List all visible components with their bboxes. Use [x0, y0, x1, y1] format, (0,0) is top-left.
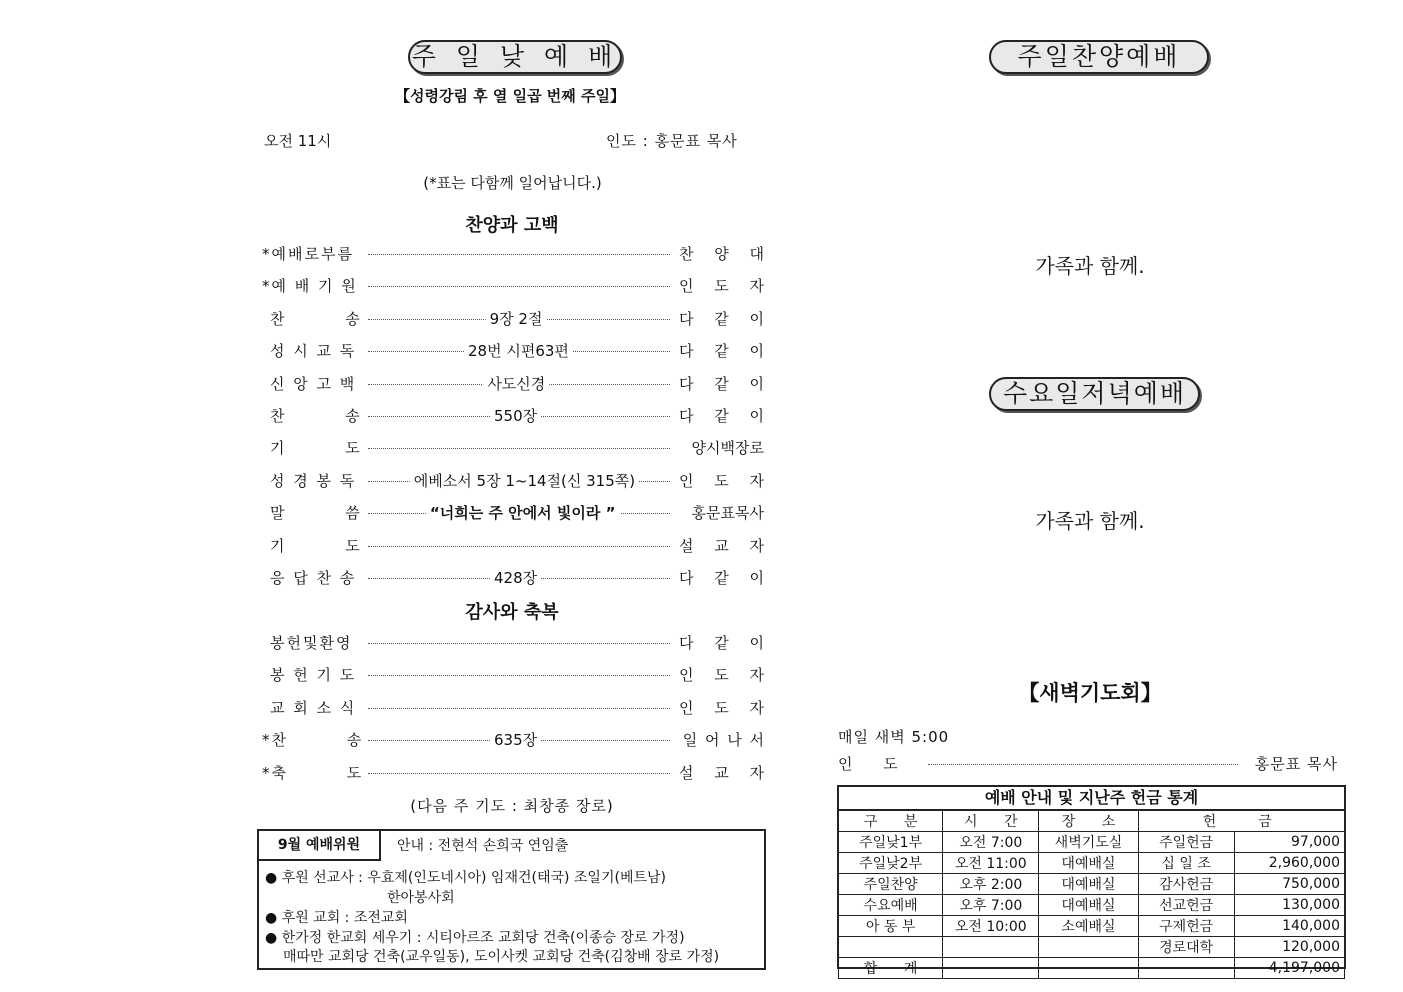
order2-row	[262, 697, 764, 717]
order-item-detail: 28번 시편63편	[464, 340, 573, 361]
table-cell: 130,000	[1234, 895, 1344, 916]
stats-table-title: 예배 안내 및 지난주 헌금 통계	[839, 787, 1344, 811]
table-row	[839, 832, 1345, 853]
sunday-praise-service-title: 주일찬양예배	[989, 40, 1209, 74]
table-row	[839, 874, 1345, 895]
leader-dots	[368, 773, 670, 774]
order1-row	[262, 243, 764, 263]
table-cell	[839, 937, 943, 958]
table-cell: 대예배실	[1039, 895, 1138, 916]
section-praise-confession: 찬양과 고백	[465, 215, 559, 236]
order-item-person: 인 도 자	[675, 470, 764, 491]
leader-dots	[368, 254, 670, 255]
service-time: 오전 11시	[264, 132, 332, 150]
table-cell: 오전 10:00	[943, 916, 1039, 937]
table-cell: 4,197,000	[1234, 958, 1344, 979]
section-thanks-blessing: 감사와 축복	[465, 602, 559, 623]
order1-row	[262, 340, 764, 360]
leader-dots	[368, 675, 670, 676]
table-row	[839, 937, 1345, 958]
order-item-label: 말 씀	[270, 504, 362, 523]
table-cell	[1138, 958, 1234, 979]
order-item-label: 기 도	[270, 439, 362, 458]
table-cell	[943, 958, 1039, 979]
order-item-person: 홍문표목사	[688, 502, 764, 523]
order-item-detail: 635장	[490, 729, 541, 750]
order-item-label: 봉헌및환영	[270, 634, 353, 652]
table-cell	[943, 937, 1039, 958]
order1-row	[262, 437, 764, 457]
table-cell: 오전 7:00	[943, 832, 1039, 853]
leader-dots	[368, 448, 670, 449]
order-item-label: 성 시 교 독	[270, 342, 357, 361]
order1-row	[262, 535, 764, 555]
order-item-person: 인 도 자	[675, 275, 764, 296]
order2-row	[262, 632, 764, 652]
month-committee-label: 9월 예배위원	[259, 831, 381, 861]
order-item-label: 봉 헌 기 도	[270, 666, 357, 685]
stats-header-cell: 시 간	[943, 811, 1039, 832]
table-cell: 2,960,000	[1234, 853, 1344, 874]
order-item-person: 일 어 나 서	[679, 729, 764, 750]
order-item-label: 찬 송	[270, 407, 362, 425]
order-item-detail: 550장	[490, 405, 541, 426]
order1-row	[262, 308, 764, 328]
church-building-line: ● 한가정 한교회 세우기 : 시티아르조 교회당 건축(이종승 장로 가정)	[265, 930, 685, 946]
stats-header-cell: 장 소	[1039, 811, 1138, 832]
table-cell: 주일헌금	[1138, 832, 1234, 853]
order-item-label: *예 배 기 원	[262, 277, 358, 296]
table-cell: 선교헌금	[1138, 895, 1234, 916]
order2-row	[262, 664, 764, 684]
order1-row	[262, 470, 764, 490]
order-item-detail: 사도신경	[483, 373, 549, 394]
sunday-service-title: 주 일 낮 예 배	[408, 40, 622, 74]
order1-row	[262, 275, 764, 295]
table-row	[839, 958, 1345, 979]
table-row	[839, 916, 1345, 937]
order1-row	[262, 567, 764, 587]
order-item-label: 교 회 소 식	[270, 698, 357, 717]
table-cell: 새벽기도실	[1039, 832, 1138, 853]
dawn-leader-dots	[928, 764, 1238, 765]
order-item-label: *축 도	[262, 763, 364, 782]
order-item-person: 다 같 이	[675, 567, 764, 588]
table-cell: 대예배실	[1039, 874, 1138, 895]
leader-dots	[368, 546, 670, 547]
order-item-person: 다 같 이	[675, 373, 764, 394]
stats-header-cell: 금	[1234, 811, 1344, 832]
order-item-person: 다 같 이	[675, 405, 764, 426]
stats-header-cell: 구 분	[839, 811, 943, 832]
dawn-prayer-time: 매일 새벽 5:00	[838, 728, 950, 746]
dawn-leader-label: 인 도	[838, 755, 898, 773]
offering-stats-table	[838, 810, 1345, 979]
order-item-person: 양시백장로	[688, 437, 764, 458]
table-cell: 97,000	[1234, 832, 1344, 853]
order-item-label: 기 도	[270, 536, 362, 555]
order-item-label: *예배로부름	[262, 245, 354, 263]
table-cell: 주일낮2부	[839, 853, 943, 874]
order-item-detail: 428장	[490, 567, 541, 588]
stats-header-row	[839, 811, 1345, 832]
leader-dots	[368, 643, 670, 644]
table-cell: 합 계	[839, 958, 943, 979]
order-item-label: 찬 송	[270, 309, 362, 328]
stats-header-cell: 헌	[1138, 811, 1234, 832]
table-cell: 오전 11:00	[943, 853, 1039, 874]
wednesday-body: 가족과 함께.	[1035, 509, 1145, 533]
table-cell: 감사헌금	[1138, 874, 1234, 895]
table-cell: 120,000	[1234, 937, 1344, 958]
leader-dots	[368, 708, 670, 709]
order-item-label: 신 앙 고 백	[270, 374, 357, 393]
missionary-line-cont: 한아봉사회	[387, 890, 455, 906]
table-row	[839, 853, 1345, 874]
table-cell: 수요예배	[839, 895, 943, 916]
order-item-person: 인 도 자	[675, 664, 764, 685]
order-item-person: 찬 양 대	[675, 243, 764, 264]
table-cell: 소예배실	[1039, 916, 1138, 937]
sunday-subtitle: 【성령강림 후 열 일곱 번째 주일】	[395, 87, 625, 105]
worship-committee-box	[257, 829, 766, 970]
next-week-prayer: (다음 주 기도 : 최창종 장로)	[410, 797, 614, 815]
order-item-label: *찬 송	[262, 731, 364, 750]
table-cell: 오후 2:00	[943, 874, 1039, 895]
order-item-detail: “너희는 주 안에서 빛이라 ”	[426, 502, 620, 523]
table-cell: 구제헌금	[1138, 916, 1234, 937]
order-item-label: 성 경 봉 독	[270, 471, 357, 490]
dawn-prayer-title: 【새벽기도회】	[1018, 681, 1162, 705]
church-building-line-cont: 매따만 교회당 건축(교우일동), 도이사켓 교회당 건축(김창배 장로 가정)	[283, 949, 720, 965]
leader-dots	[368, 286, 670, 287]
order-item-person: 다 같 이	[675, 308, 764, 329]
order1-row	[262, 502, 764, 522]
order-item-person: 설 교 자	[675, 762, 764, 783]
order-item-person: 설 교 자	[675, 535, 764, 556]
order-item-person: 인 도 자	[675, 697, 764, 718]
table-cell	[1039, 937, 1138, 958]
wednesday-service-title: 수요일저녁예배	[989, 377, 1200, 411]
order-item-label: 응 답 찬 송	[270, 569, 357, 587]
support-church-line: ● 후원 교회 : 조전교회	[265, 910, 408, 926]
dawn-leader-name: 홍문표 목사	[1254, 755, 1338, 773]
order2-row	[262, 762, 764, 782]
table-cell: 140,000	[1234, 916, 1344, 937]
order-item-detail: 9장 2절	[486, 308, 547, 329]
table-cell: 주일찬양	[839, 874, 943, 895]
sunday-praise-body: 가족과 함께.	[1035, 254, 1145, 278]
table-cell: 대예배실	[1039, 853, 1138, 874]
order-item-detail: 에베소서 5장 1~14절(신 315쪽)	[410, 470, 639, 491]
table-cell: 십 일 조	[1138, 853, 1234, 874]
table-cell: 경로대학	[1138, 937, 1234, 958]
standing-note: (*표는 다함께 일어납니다.)	[423, 174, 602, 192]
table-cell: 오후 7:00	[943, 895, 1039, 916]
service-leader: 인도 : 홍문표 목사	[606, 132, 738, 150]
table-cell: 아 동 부	[839, 916, 943, 937]
usher-list: 안내 : 전현석 손희국 연임출	[397, 838, 569, 854]
order2-row	[262, 729, 764, 749]
table-cell: 750,000	[1234, 874, 1344, 895]
offering-stats-box	[837, 785, 1346, 977]
table-cell	[1039, 958, 1138, 979]
table-cell: 주일낮1부	[839, 832, 943, 853]
dawn-leader-row	[838, 753, 1338, 773]
missionary-line: ● 후원 선교사 : 우효제(인도네시아) 임재건(태국) 조일기(베트남)	[265, 870, 666, 886]
order1-row	[262, 373, 764, 393]
order-item-person: 다 같 이	[675, 632, 764, 653]
table-row	[839, 895, 1345, 916]
order1-row	[262, 405, 764, 425]
order-item-person: 다 같 이	[675, 340, 764, 361]
